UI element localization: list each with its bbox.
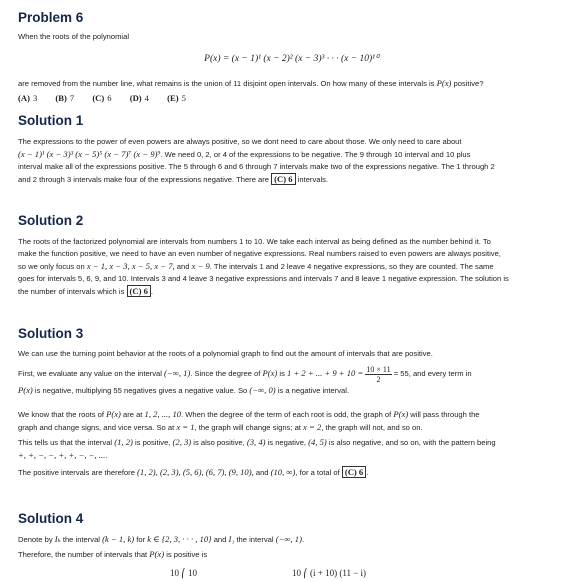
answer-choices [18,93,565,103]
solution1-answer-box: (C) 6 [271,173,295,185]
solution1-body: The expressions to the power of even powers are always positive, so we dont need to care about those. We only need to care about (x − 1)¹ (x − 3)³ (x − 5)⁵ (x − 7)⁷ (x − 9)⁹. We need 0, 2, or 4 of the expressions to be negative. The 9 through 10 interval and 10 plus interval make all of the expressions positive. The 5 through 6 and 6 through 7 intervals make two of the expressions negative. The 1 through 2 and 2 through 3 intervals make four of the expressions negative. There are (C) 6 intervals. [18,137,495,184]
solution4-title: Solution 4 [18,511,84,526]
solution2-title: Solution 2 [18,213,84,228]
solution3-roots: We know that the roots of P(x) are at 1, 2, ..., 10. When the degree of the term of each root is odd, the graph of P(x) will pass through the graph and change signs, and vice versa. So at x = 1, the graph will change signs; at x = 2, the graph will not, and so on. [18,409,480,432]
solution3-pattern: This tells us that the interval (1, 2) is positive, (2, 3) is also positive, (3, 4) is negative, (4, 5) is also negative, and so on, with the pattern being +, +, −, −, +, +, −, −, .... [18,437,496,460]
solution3-conclusion: The positive intervals are therefore (1, 2), (2, 3), (5, 6), (6, 7), (9, 10), and (10, ∞), for a total of (C) 6 . [18,467,369,477]
choice-a: (A) 3 [18,93,38,103]
solution3-intro: We can use the turning point behavior at the roots of a polynomial graph to find out the amount of intervals that are positive. [18,349,433,358]
choice-d: (D) 4 [129,93,149,103]
solution2-answer-box: (C) 6 [127,285,151,297]
problem-intro: When the roots of the polynomial [18,32,130,41]
solution4-section [18,511,565,527]
solution3-degree-line: First, we evaluate any value on the interval (−∞, 1). Since the degree of P(x) is 1 + 2 + ... + 9 + 10 = $\frac{10 \times 11}{2}$ = 55, and every term in P(x) is negative, multiplying 55 negatives gives a negative value. So (−∞, 0) is a negative interval. [18,364,472,395]
choice-c: (C) 6 [92,93,112,103]
solution1-title: Solution 1 [18,113,84,128]
degree-fraction: $\frac{10 \times 11}{2}$ [366,364,391,384]
solution4-partial-formula: 10 ⎛ 10 10 ⎛ (i + 10) (11 − i) [170,568,367,578]
solution2-section [18,213,565,229]
problem-question: are removed from the number line, what remains is the union of 11 disjoint open intervals. On how many of these intervals is P(x) positive? [18,78,484,88]
choice-b: (B) 7 [55,93,75,103]
solution3-title: Solution 3 [18,326,84,341]
solution2-body: The roots of the factorized polynomial are intervals from numbers 1 to 10. We take each interval as being defined as the number behind it. To make the function positive, we need to have an even number of negative expressions. Real numbers raised to even powers are always positive, so we only focus on x − 1, x − 3, x − 5, x − 7, and x − 9. The intervals 1 and 2 leave 4 negative expressions, so they are counted. The same goes for intervals 5, 6, 9, and 10. Intervals 3 and 4 leave 3 negative expressions and intervals 7 and 8 leave 1 negative expression. The solution is the number of intervals which is (C) 6 . [18,237,509,296]
problem-title: Problem 6 [18,10,84,25]
solution3-section [18,326,565,342]
problem-formula: P(x) = (x − 1)¹ (x − 2)² (x − 3)³ · · · (x − 10)¹⁰ [204,54,379,64]
solution1-section [18,113,565,129]
problem-section [18,10,565,26]
solution3-answer-box: (C) 6 [342,466,366,478]
choice-e: (E) 5 [167,93,186,103]
solution4-body: Denote by Iₖ the interval (k − 1, k) for k ∈ {2, 3, · · · , 10} and I₁ the interval (−∞, 1). Therefore, the number of intervals that P(x) is positive is [18,534,305,559]
